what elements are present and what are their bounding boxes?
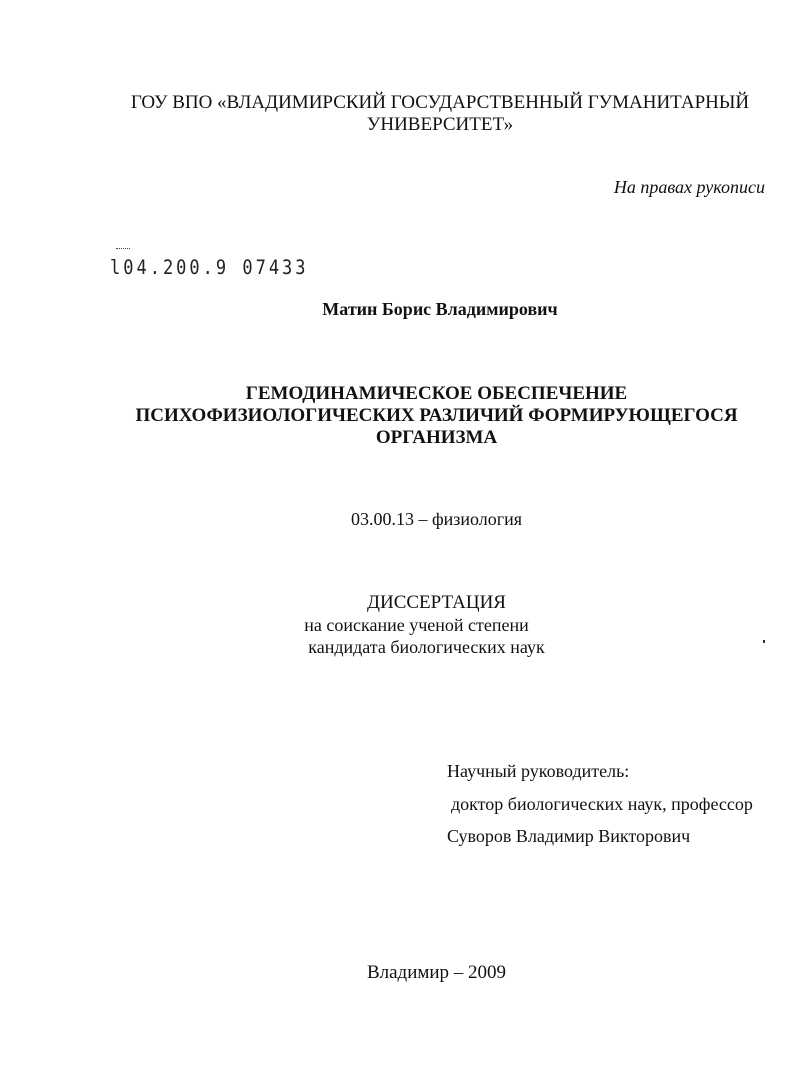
supervisor-label: Научный руководитель:: [447, 761, 630, 781]
organization-line-1: ГОУ ВПО «ВЛАДИМИРСКИЙ ГОСУДАРСТВЕННЫЙ ГУМАНИТАРНЫЙ: [130, 92, 750, 113]
specialty-code: 03.00.13 – физиология: [350, 509, 523, 529]
dissertation-heading: ДИССЕРТАЦИЯ: [367, 592, 506, 613]
title-line-2: ПСИХОФИЗИОЛОГИЧЕСКИХ РАЗЛИЧИЙ ФОРМИРУЮЩЕГОСЯ: [135, 405, 738, 426]
stamp-mark: [116, 248, 130, 251]
dissertation-field-line: кандидата биологических наук: [308, 637, 545, 657]
place-and-year: Владимир – 2009: [366, 962, 507, 983]
title-line-3: ОРГАНИЗМА: [375, 427, 498, 448]
author-name: Матин Борис Владимирович: [322, 299, 558, 319]
title-line-1: ГЕМОДИНАМИЧЕСКОЕ ОБЕСПЕЧЕНИЕ: [245, 383, 628, 404]
dissertation-degree-line: на соискание ученой степени: [304, 615, 529, 635]
scan-speck: [763, 640, 765, 643]
organization-line-2: УНИВЕРСИТЕТ»: [366, 114, 514, 135]
rights-note: На правах рукописи: [613, 177, 765, 197]
supervisor-degree: доктор биологических наук, профессор: [451, 794, 753, 814]
registration-stamp: l04.200.9 07433: [110, 256, 309, 280]
supervisor-name: Суворов Владимир Викторович: [447, 826, 691, 846]
